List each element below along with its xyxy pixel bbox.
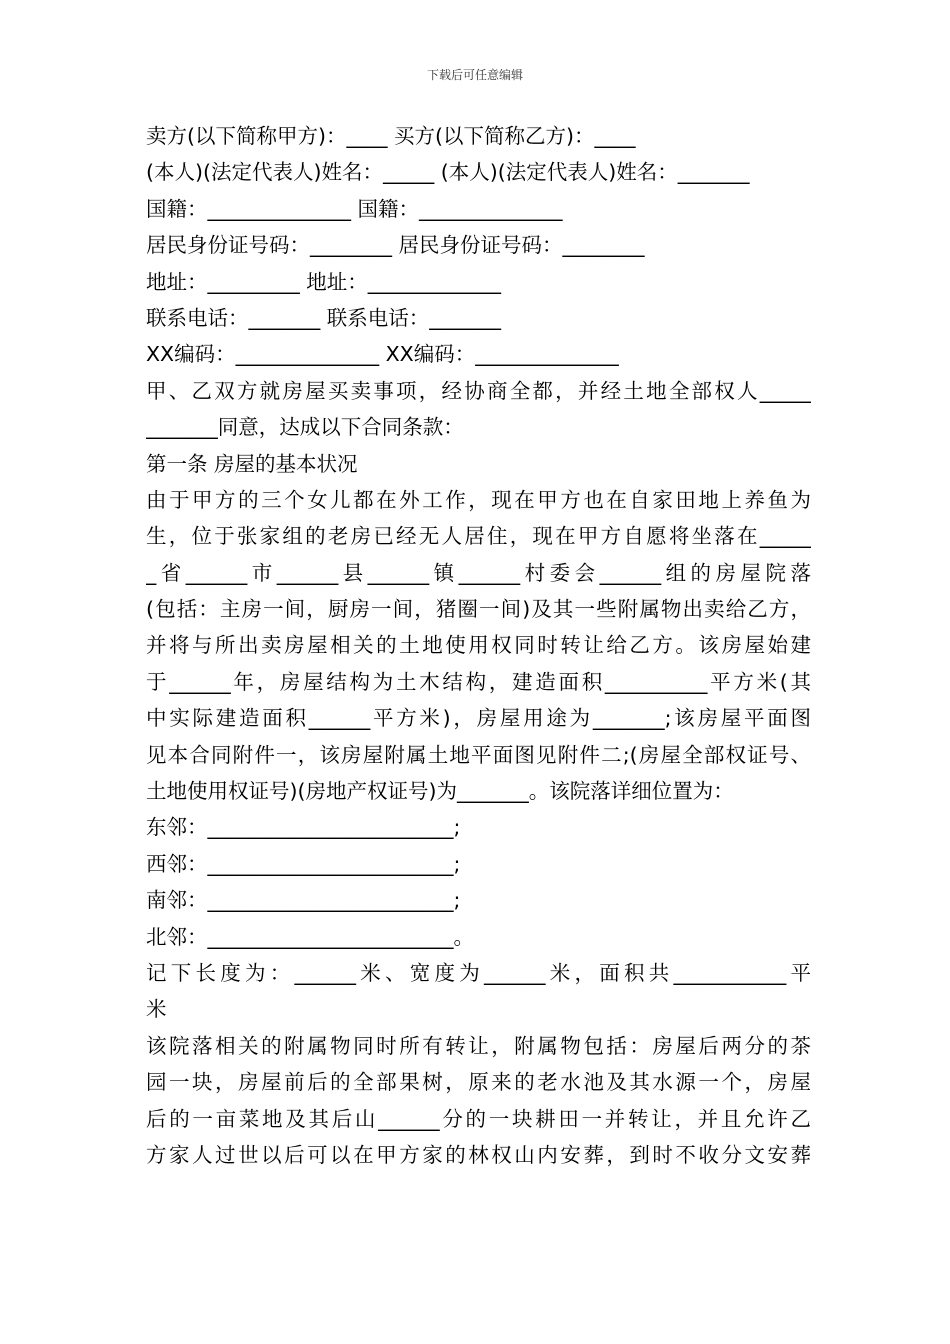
body-paragraph-line: 见本合同附件一，该房屋附属土地平面图见附件二;(房屋全部权证号、 (146, 742, 811, 767)
body-paragraph-line: 土地使用权证号)(房地产权证号)为_______。该院落详细位置为： (146, 779, 734, 804)
name-line: (本人)(法定代表人)姓名：_____ (本人)(法定代表人)姓名：_______ (146, 160, 750, 185)
postcode-line: XX编码：______________ XX编码：______________ (146, 342, 619, 367)
contract-body (146, 118, 811, 1173)
east-neighbor-line: 东邻：________________________; (146, 815, 461, 840)
body-paragraph-line: 中实际建造面积______平方米)，房屋用途为_______;该房屋平面图 (146, 706, 811, 731)
appendage-paragraph-line: 该院落相关的附属物同时所有转让，附属物包括：房屋后两分的茶 (146, 1033, 811, 1058)
body-paragraph-line: 由于甲方的三个女儿都在外工作，现在甲方也在自家田地上养鱼为 (146, 487, 811, 512)
north-neighbor-line: 北邻：________________________。 (146, 924, 474, 949)
dimensions-line: 米 (146, 997, 167, 1022)
body-paragraph-line: 并将与所出卖房屋相关的土地使用权同时转让给乙方。该房屋始建 (146, 633, 811, 658)
dimensions-line: 记下长度为：______米、宽度为______米，面积共___________平 (146, 960, 811, 985)
south-neighbor-line: 南邻：________________________; (146, 888, 461, 913)
body-paragraph-line: (包括：主房一间，厨房一间，猪圈一间)及其一些附属物出卖给乙方， (146, 597, 811, 622)
article-heading: 第一条 房屋的基本状况 (146, 451, 358, 476)
appendage-paragraph-line: 方家人过世以后可以在甲方家的林权山内安葬，到时不收分文安葬 (146, 1142, 811, 1167)
nationality-line: 国籍：______________ 国籍：______________ (146, 196, 563, 221)
phone-line: 联系电话：_______ 联系电话：_______ (146, 305, 502, 330)
body-paragraph-line: 于______年，房屋结构为土木结构，建造面积__________平方米(其 (146, 669, 811, 694)
address-line: 地址：_________ 地址：_____________ (146, 269, 502, 294)
appendage-paragraph-line: 园一块，房屋前后的全部果树，原来的老水池及其水源一个，房屋 (146, 1070, 811, 1095)
west-neighbor-line: 西邻：________________________; (146, 851, 461, 876)
seller-buyer-line: 卖方(以下简称甲方)：____ 买方(以下简称乙方)：____ (146, 124, 636, 148)
body-paragraph-line: 生，位于张家组的老房已经无人居住，现在甲方自愿将坐落在_____ (146, 524, 811, 549)
appendage-paragraph-line: 后的一亩菜地及其后山______分的一块耕田一并转让，并且允许乙 (146, 1106, 811, 1131)
id-number-line: 居民身份证号码：________ 居民身份证号码：________ (146, 233, 645, 258)
body-paragraph-line: _省______市______县______镇______村委会______组的房屋院落 (146, 560, 811, 585)
page-header: 下载后可任意编辑 (426, 68, 523, 82)
agreement-intro-line: 甲、乙双方就房屋买卖事项，经协商全都，并经土地全部权人_____ (146, 378, 811, 403)
agreement-intro-line: _______同意，达成以下合同条款： (146, 415, 464, 440)
